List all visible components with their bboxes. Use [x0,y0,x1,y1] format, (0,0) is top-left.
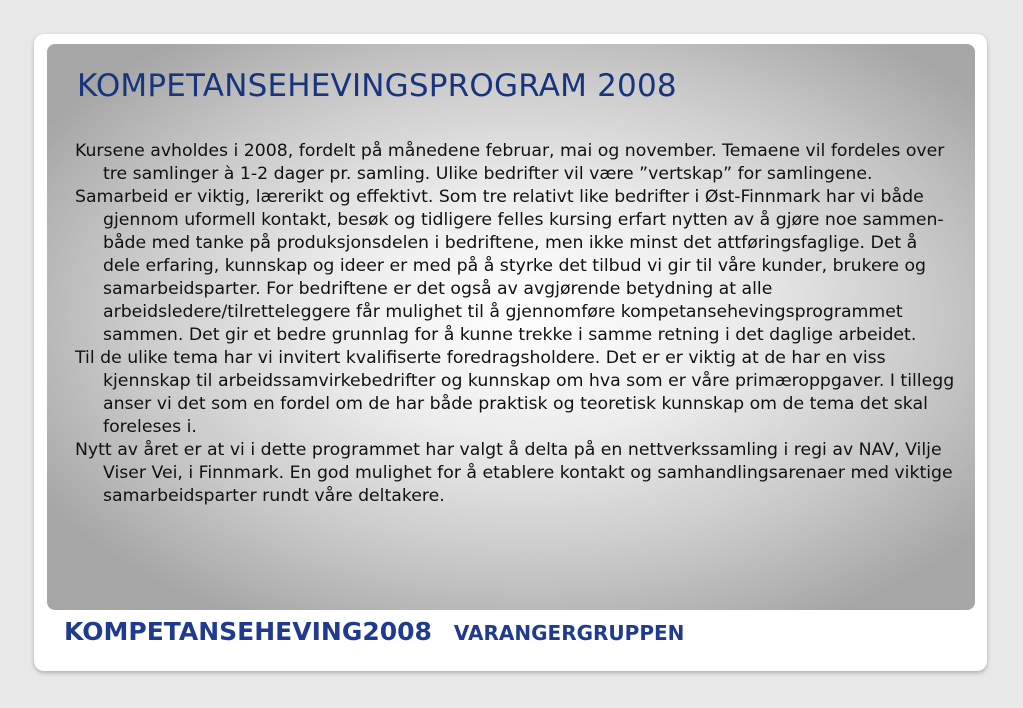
paragraph-speakers: Til de ulike tema har vi invitert kvalifiserte foredragsholdere. Det er er viktig at de har en viss kjennskap til arbeidssamvirkebedrifter og kunnskap om hva som er våre primæroppgaver. I tillegg anser vi det som en fordel om de har både praktisk og teoretisk kunnskap om de tema det skal foreleses i. [75,348,955,437]
slide-title: KOMPETANSEHEVINGSPROGRAM 2008 [77,68,677,104]
footer-program-name: KOMPETANSEHEVING2008 [64,617,432,646]
slide-body [75,140,959,508]
content-panel [47,44,975,610]
paragraph-collaboration: Samarbeid er viktig, lærerikt og effektivt. Som tre relativt like bedrifter i Øst-Finnmark har vi både gjennom uformell kontakt, besøk og tidligere felles kursing erfart nytten av å gjøre noe sammen- både med tanke på produksjonsdelen i bedriftene, men ikke minst det attføringsfaglige. Det å dele erfaring, kunnskap og ideer er med på å styrke det tilbud vi gir til våre kunder, brukere og samarbeidsparter. For bedriftene er det også av avgjørende betydning at alle arbeidsledere/tilretteleggere får mulighet til å gjennomføre kompetansehevingsprogrammet sammen. Det gir et bedre grunnlag for å kunne trekke i samme retning i det daglige arbeidet. [75,187,944,345]
paragraph-schedule: Kursene avholdes i 2008, fordelt på månedene februar, mai og november. Temaene vil fordeles over tre samlinger à 1-2 dager pr. samling. Ulike bedrifter vil være ”vertskap” for samlingene. [75,141,945,184]
footer-organization-name: VARANGERGRUPPEN [453,621,685,645]
slide-frame [34,34,987,671]
paragraph-network: Nytt av året er at vi i dette programmet har valgt å delta på en nettverkssamling i regi av NAV, Vilje Viser Vei, i Finnmark. En god mulighet for å etablere kontakt og samhandlingsarenaer med viktige samarbeidsparter rundt våre deltakere. [75,440,953,506]
slide-footer [64,617,684,646]
